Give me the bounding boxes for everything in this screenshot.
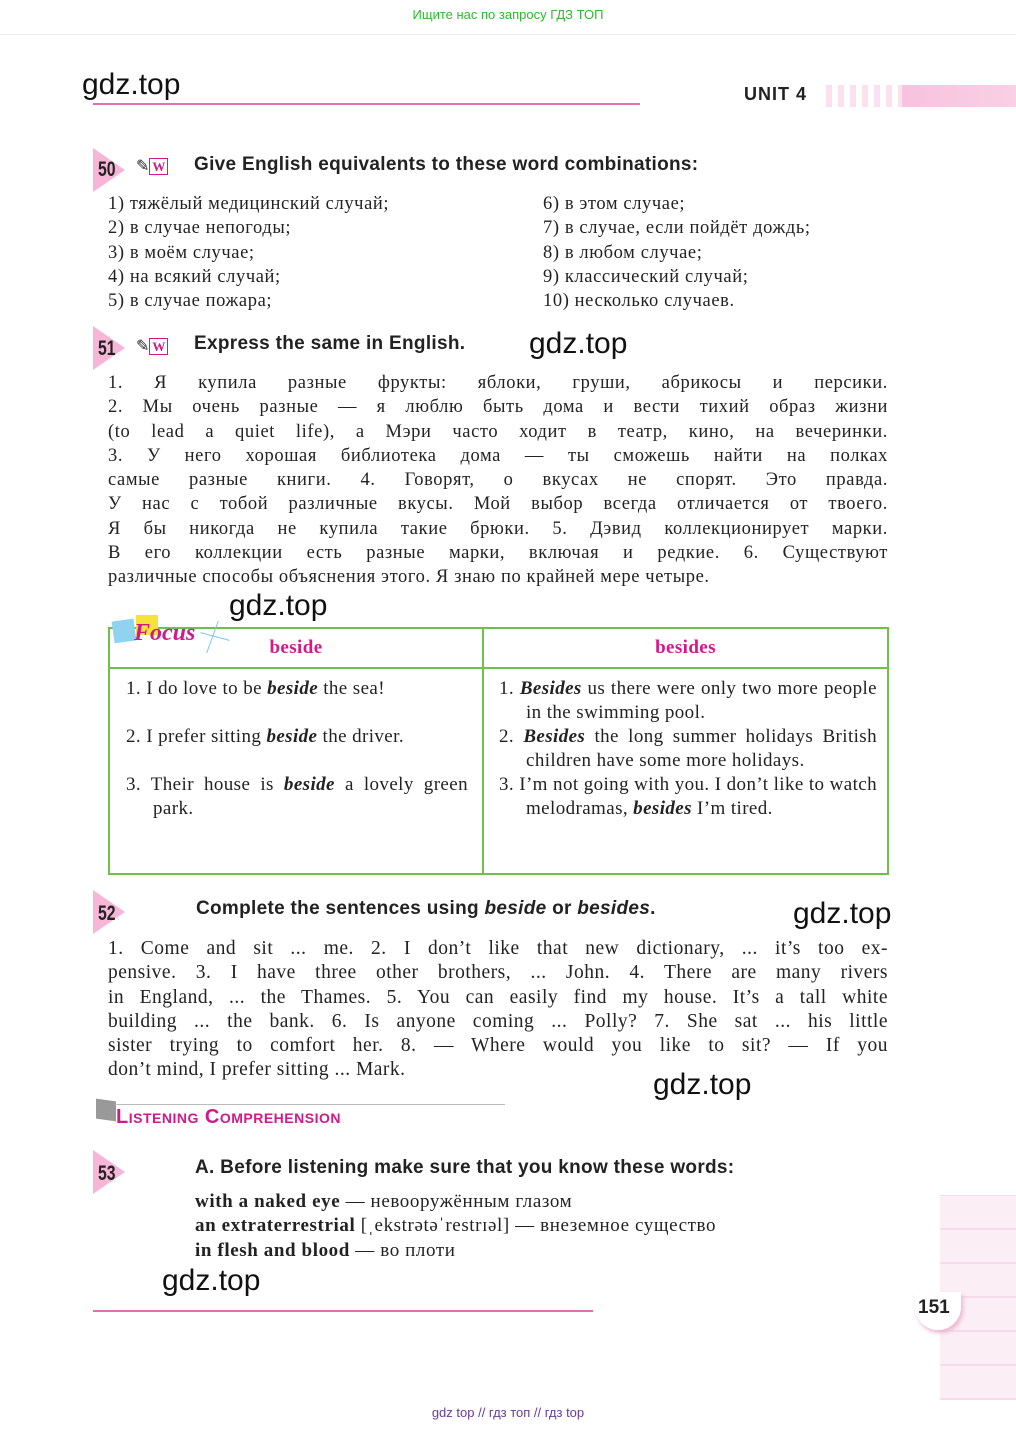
text-line: sister trying to comfort her. 8. — Where would you like to sit? — If you — [108, 1035, 888, 1057]
list-item: 2) в случае непогоды; — [108, 218, 292, 239]
example-item: 1. Besides us there were only two more people in the swimming pool. — [499, 678, 877, 723]
example-item: 3. I’m not going with you. I don’t like to watch melodramas, besides I’m tired. — [499, 774, 877, 819]
example-item: 3. Their house is beside a lovely green park. — [126, 774, 468, 819]
list-item: 6) в этом случае; — [543, 194, 686, 214]
watermark: gdz.top — [229, 589, 328, 622]
vocab-item: an extraterrestrial [ˌekstrətəˈrestrɪəl] — внеземное существо — [195, 1215, 717, 1237]
text-line: (to lead a quiet life), а Мэри часто ходит в театр, кино, на вечеринки. — [108, 421, 888, 442]
watermark: gdz.top — [653, 1068, 752, 1101]
exercise-number: 51 — [98, 337, 116, 360]
watermark: gdz.top — [793, 897, 892, 930]
list-item: 1) тяжёлый медицинский случай; — [108, 194, 390, 214]
footer-links: gdz top // гдз топ // гдз top — [431, 1405, 585, 1420]
focus-header-beside: beside — [109, 628, 483, 668]
footer-rule — [93, 1310, 593, 1312]
writing-icon: ✎ W — [136, 156, 168, 176]
example-item: 2. I prefer sitting beside the driver. — [126, 726, 404, 747]
exercise-task: Give English equivalents to these word combinations: — [194, 154, 699, 175]
text-line: В его коллекции есть разные марки, включая и редкие. 6. Существуют — [108, 543, 888, 564]
page-number: 151 — [918, 1297, 950, 1318]
focus-logo-shape — [112, 619, 137, 644]
text-line: различные способы объяснения этого. Я знаю по крайней мере четыре. — [108, 567, 710, 588]
text-line: building ... the bank. 6. Is anyone coming ... Polly? 7. She sat ... his little — [108, 1010, 888, 1032]
text-line: 1. Я купила разные фрукты: яблоки, груши, абрикосы и персики. — [108, 373, 888, 393]
list-item: 5) в случае пожара; — [108, 291, 273, 312]
vocabulary-list — [195, 1190, 716, 1263]
header-rule — [93, 103, 640, 105]
watermark: gdz.top — [82, 68, 181, 101]
focus-col-right — [483, 668, 888, 874]
list-item: 8) в любом случае; — [543, 242, 703, 263]
example-item: 1. I do love to be beside the sea! — [126, 678, 385, 699]
exercise-number: 50 — [98, 158, 116, 181]
list-left — [108, 192, 389, 313]
focus-logo: Focus — [134, 620, 196, 646]
list-item: 7) в случае, если пойдёт дождь; — [543, 218, 811, 239]
list-item: 9) классический случай; — [543, 266, 749, 287]
text-line: 3. У него хорошая библиотека дома — ты сможешь найти на полках — [108, 445, 888, 466]
text-line: У нас с тобой различные вкусы. Мой выбор всегда отличается от твоего. — [108, 494, 888, 515]
exercise-number: 53 — [98, 1162, 116, 1185]
vocab-item: in flesh and blood — во плоти — [195, 1239, 456, 1261]
section-icon — [96, 1099, 116, 1122]
watermark: gdz.top — [162, 1264, 261, 1297]
text-line: 1. Come and sit ... me. 2. I don’t like that new dictionary, ... it’s too ex- — [108, 938, 888, 959]
watermark: gdz.top — [529, 327, 628, 360]
list-item: 10) несколько случаев. — [543, 291, 735, 312]
unit-bar-decoration — [826, 85, 1016, 107]
exercise-number: 52 — [98, 902, 116, 925]
exercise-task: Express the same in English. — [194, 333, 466, 354]
exercise-task: Complete the sentences using beside or besides. — [196, 898, 656, 919]
top-banner: Ищите нас по запросу ГДЗ ТОП — [0, 0, 1016, 35]
text-line: Я бы никогда не купила такие брюки. 5. Дэвид коллекционирует марки. — [108, 518, 888, 539]
vocab-item: with a naked eye — невооружённым глазом — [195, 1191, 573, 1212]
exercise-text — [108, 371, 888, 590]
focus-table — [108, 627, 889, 875]
list-item: 3) в моём случае; — [108, 242, 255, 263]
example-item: 2. Besides the long summer holidays British children have some more holidays. — [499, 726, 877, 771]
text-line: in England, ... the Thames. 5. You can easily find my house. It’s a tall white — [108, 986, 888, 1008]
exercise-text — [108, 937, 888, 1083]
unit-label: UNIT 4 — [744, 84, 808, 104]
sparkle-icon — [200, 620, 230, 654]
section-title: Listening Comprehension — [116, 1106, 341, 1128]
text-line: самые разные книги. 4. Говорят, о вкусах не спорят. Это правда. — [108, 470, 888, 491]
focus-col-left — [109, 668, 483, 874]
text-line: pensive. 3. I have three other brothers, ... John. 4. There are many rivers — [108, 962, 888, 984]
text-line: don’t mind, I prefer sitting ... Mark. — [108, 1059, 406, 1081]
focus-header-besides: besides — [483, 628, 888, 668]
list-item: 4) на всякий случай; — [108, 266, 281, 287]
list-right — [543, 192, 811, 313]
text-line: 2. Мы очень разные — я люблю быть дома и вести тихий образ жизни — [108, 397, 888, 418]
writing-icon: ✎ W — [136, 336, 168, 356]
section-rule — [115, 1104, 505, 1105]
exercise-task: A. Before listening make sure that you know these words: — [195, 1157, 735, 1178]
